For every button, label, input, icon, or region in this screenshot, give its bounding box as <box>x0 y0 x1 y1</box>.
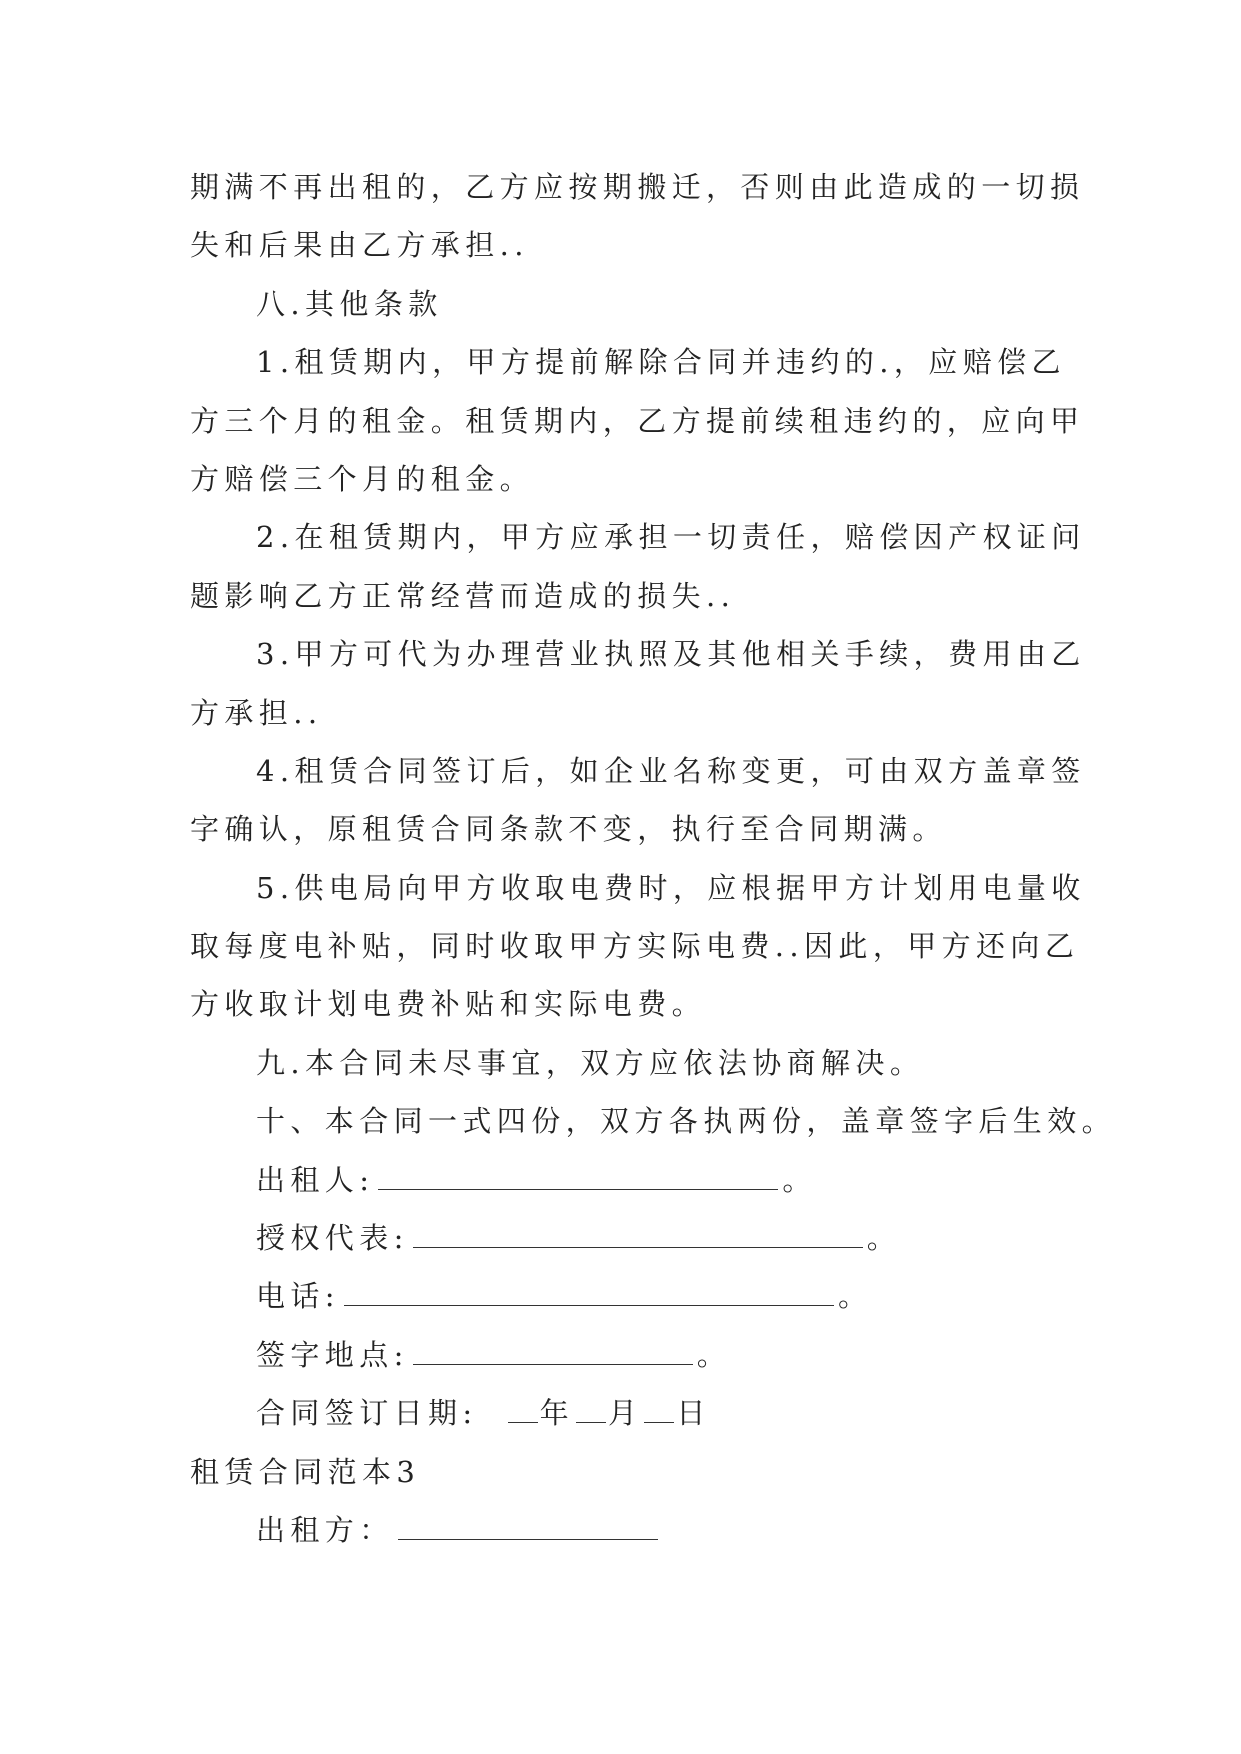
lessor-blank[interactable] <box>378 1167 778 1190</box>
text-line: 字确认，原租赁合同条款不变，执行至合同期满。 <box>190 812 947 847</box>
lessor-party-blank[interactable] <box>398 1517 658 1540</box>
text-line: 取每度电补贴，同时收取甲方实际电费..因此，甲方还向乙 <box>190 929 1080 964</box>
place-blank[interactable] <box>413 1342 693 1365</box>
year-blank[interactable] <box>508 1400 538 1423</box>
text-line: 期满不再出租的，乙方应按期搬迁，否则由此造成的一切损 <box>190 170 1085 204</box>
signing-place-line <box>190 1326 1052 1384</box>
representative-signature-line <box>190 1209 1052 1267</box>
lessor-party-label: 出租方： <box>256 1512 394 1547</box>
text-line: 1.租赁期内，甲方提前解除合同并违约的.，应赔偿乙 <box>256 345 1066 380</box>
text-line: 2.在租赁期内，甲方应承担一切责任，赔偿因产权证问 <box>256 520 1086 555</box>
representative-label: 授权代表: <box>256 1221 409 1256</box>
day-label: 日 <box>676 1396 711 1431</box>
lessor-label: 出租人: <box>256 1162 375 1197</box>
month-label: 月 <box>607 1396 643 1431</box>
text-line: 失和后果由乙方承担.. <box>190 228 529 263</box>
text-line: 十、本合同一式四份，双方各执两份，盖章签字后生效。 <box>256 1104 1117 1139</box>
period: 。 <box>696 1337 732 1372</box>
text-line: 方收取计划电费补贴和实际电费。 <box>190 987 707 1022</box>
signing-date-line <box>190 1384 1052 1442</box>
text-line: 方三个月的租金。租赁期内，乙方提前续租违约的，应向甲 <box>190 403 1085 438</box>
phone-blank[interactable] <box>344 1283 834 1306</box>
period: 。 <box>866 1221 902 1256</box>
text-line: 4.租赁合同签订后，如企业名称变更，可由双方盖章签 <box>256 753 1086 788</box>
period: 。 <box>837 1279 873 1314</box>
lessor-signature-line <box>190 1151 1052 1209</box>
text-line: 方赔偿三个月的租金。 <box>190 461 535 496</box>
lessor-party-line <box>190 1501 1052 1559</box>
date-label: 合同签订日期: <box>256 1396 478 1431</box>
text-line: 方承担.. <box>190 695 323 730</box>
place-label: 签字地点: <box>256 1337 409 1372</box>
month-blank[interactable] <box>576 1400 606 1423</box>
period: 。 <box>782 1162 817 1197</box>
representative-blank[interactable] <box>413 1225 863 1248</box>
contract-text <box>190 158 1117 1559</box>
phone-label: 电话: <box>256 1279 340 1314</box>
year-label: 年 <box>539 1396 574 1431</box>
text-line: 3.甲方可代为办理营业执照及其他相关手续，费用由乙 <box>256 637 1086 672</box>
day-blank[interactable] <box>644 1400 674 1423</box>
text-line: 九.本合同未尽事宜，双方应依法协商解决。 <box>256 1045 925 1080</box>
section-title: 租赁合同范本3 <box>190 1454 421 1489</box>
phone-line <box>190 1267 1052 1325</box>
text-line: 题影响乙方正常经营而造成的损失.. <box>190 578 736 613</box>
text-line: 5.供电局向甲方收取电费时，应根据甲方计划用电量收 <box>256 870 1086 905</box>
section-heading-other-terms: 八.其他条款 <box>256 286 443 321</box>
